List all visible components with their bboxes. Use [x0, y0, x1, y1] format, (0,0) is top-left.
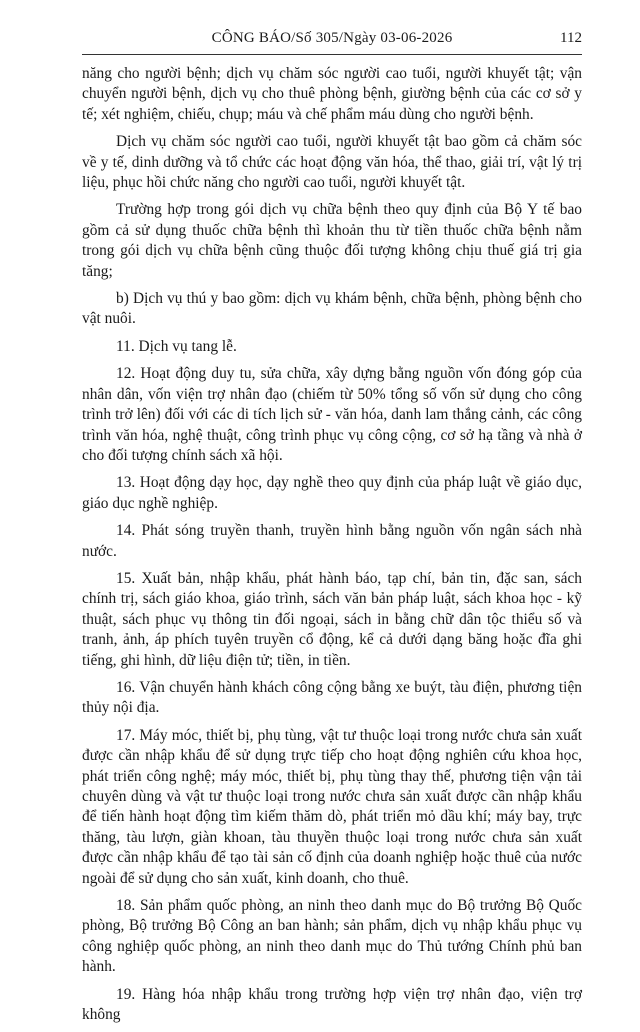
paragraph-item-17: 17. Máy móc, thiết bị, phụ tùng, vật tư thuộc loại trong nước chưa sản xuất được cần nhập khẩu để sử dụng trực tiếp cho hoạt động nghiên cứu khoa học, phát triển công nghệ; máy móc, thiết bị, phụ tùng thay thế, phương tiện vận tải chuyên dùng và vật tư thuộc loại trong nước chưa sản xuất được cần nhập khẩu để tiến hành hoạt động tìm kiếm thăm dò, phát triển mỏ dầu khí; máy bay, trực thăng, tàu lượn, giàn khoan, tàu thuyền thuộc loại trong nước chưa sản xuất được cần nhập khẩu để tạo tài sản cố định của doanh nghiệp hoặc thuê của nước ngoài để sử dụng cho sản xuất, kinh doanh, cho thuê.	[82, 726, 582, 887]
paragraph-item-16: 16. Vận chuyển hành khách công cộng bằng xe buýt, tàu điện, phương tiện thủy nội địa.	[82, 678, 582, 717]
header-divider	[82, 54, 582, 55]
paragraph-item-13: 13. Hoạt động dạy học, dạy nghề theo quy định của pháp luật về giáo dục, giáo dục nghề nghiệp.	[82, 474, 582, 512]
paragraph-item-18: 18. Sản phẩm quốc phòng, an ninh theo danh mục do Bộ trưởng Bộ Quốc phòng, Bộ trưởng Bộ Công an ban hành; sản phẩm, dịch vụ nhập khẩu phục vụ công nghiệp quốc phòng, an ninh theo danh mục do Thủ tướng Chính phủ ban hành.	[82, 897, 582, 976]
paragraph-item-12: 12. Hoạt động duy tu, sửa chữa, xây dựng bằng nguồn vốn đóng góp của nhân dân, vốn viện trợ nhân đạo (chiếm từ 50% tổng số vốn sử dụng cho công trình trở lên) đối với các di tích lịch sử - văn hóa, danh lam thắng cảnh, các công trình văn hóa, nghệ thuật, công trình phục vụ công cộng, cơ sở hạ tầng và nhà ở cho đối tượng chính sách xã hội.	[82, 365, 582, 464]
paragraph-elderly-care: Dịch vụ chăm sóc người cao tuổi, người khuyết tật bao gồm cả chăm sóc về y tế, dinh dưỡng và tổ chức các hoạt động văn hóa, thể thao, giải trí, vật lý trị liệu, phục hồi chức năng cho người cao tuổi, người khuyết tật.	[82, 133, 582, 192]
document-body	[82, 64, 582, 1032]
paragraph-item-11: 11. Dịch vụ tang lễ.	[116, 337, 237, 355]
page-number: 112	[560, 30, 582, 46]
paragraph-item-19: 19. Hàng hóa nhập khẩu trong trường hợp viện trợ nhân đạo, viện trợ không	[82, 985, 582, 1024]
paragraph-veterinary: b) Dịch vụ thú y bao gồm: dịch vụ khám bệnh, chữa bệnh, phòng bệnh cho vật nuôi.	[82, 290, 582, 328]
paragraph-continuation: năng cho người bệnh; dịch vụ chăm sóc người cao tuổi, người khuyết tật; vận chuyển người bệnh, dịch vụ cho thuê phòng bệnh, giường bệnh của các cơ sở y tế; xét nghiệm, chiếu, chụp; máu và chế phẩm máu dùng cho người bệnh.	[82, 65, 582, 123]
page-header	[82, 30, 582, 52]
paragraph-treatment-package: Trường hợp trong gói dịch vụ chữa bệnh theo quy định của Bộ Y tế bao gồm cả sử dụng thuốc chữa bệnh thì khoản thu từ tiền thuốc chữa bệnh nằm trong gói dịch vụ chữa bệnh cũng thuộc đối tượng không chịu thuế giá trị gia tăng;	[82, 201, 582, 280]
gazette-header-title: CÔNG BÁO/Số 305/Ngày 03-06-2026	[211, 30, 453, 46]
paragraph-item-14: 14. Phát sóng truyền thanh, truyền hình bằng nguồn vốn ngân sách nhà nước.	[82, 522, 582, 560]
paragraph-item-15: 15. Xuất bản, nhập khẩu, phát hành báo, tạp chí, bản tin, đặc san, sách chính trị, sách giáo khoa, giáo trình, sách văn bản pháp luật, sách khoa học - kỹ thuật, sách phục vụ thông tin đối ngoại, sách in bằng chữ dân tộc thiểu số và tranh, ảnh, áp phích tuyên truyền cổ động, kể cả dưới dạng băng hoặc đĩa ghi tiếng, ghi hình, dữ liệu điện tử; tiền, in tiền.	[82, 569, 582, 669]
